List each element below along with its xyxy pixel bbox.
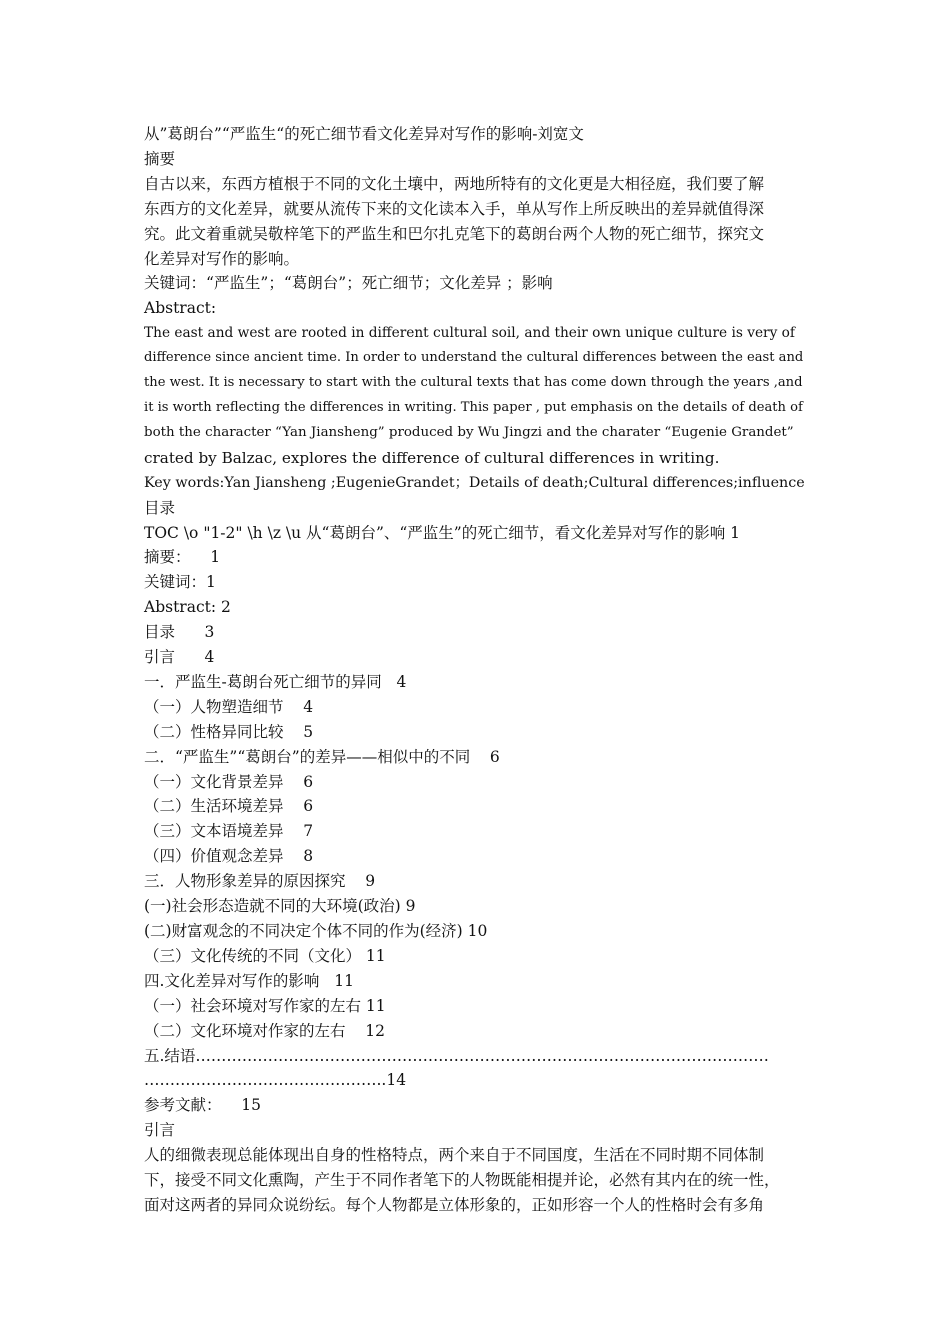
- toc-entry[interactable]: (一)社会形态造就不同的大环境(政治) 9: [144, 897, 416, 916]
- toc-entry[interactable]: （二）生活环境差异 6: [144, 797, 314, 816]
- toc-entry[interactable]: (二)财富观念的不同决定个体不同的作为(经济) 10: [144, 922, 488, 940]
- abstract-en-line: crated by Balzac, explores the difference of cultural differences in writing.: [144, 448, 720, 467]
- toc-entry-conclusion[interactable]: 五.结语…………………………………………………………………………………………………: [144, 1046, 769, 1065]
- abstract-cn: [144, 172, 806, 272]
- toc-entry[interactable]: 摘要： 1: [144, 548, 221, 567]
- toc-entry[interactable]: （四）价值观念差异 8: [144, 847, 314, 866]
- toc-entry[interactable]: 三．人物形象差异的原因探究 9: [144, 872, 376, 891]
- abstract-cn-line: 究。此文着重就吴敬梓笔下的严监生和巴尔扎克笔下的葛朗台两个人物的死亡细节，探究文: [144, 224, 765, 243]
- keywords-cn: 关键词：“严监生”；“葛朗台”；死亡细节；文化差异 ；影响: [144, 274, 553, 293]
- abstract-en-line: The east and west are rooted in different cultural soil, and their own unique culture is very of: [144, 325, 795, 342]
- toc-entry[interactable]: （一）人物塑造细节 4: [144, 697, 314, 716]
- toc-entry[interactable]: 一．严监生-葛朗台死亡细节的异同 4: [144, 672, 407, 691]
- abstract-cn-line: 自古以来，东西方植根于不同的文化土壤中，两地所特有的文化更是大相径庭，我们要了解: [144, 174, 765, 193]
- abstract-heading-en: Abstract:: [144, 299, 217, 318]
- toc-entry[interactable]: 二．“严监生”“葛朗台”的差异——相似中的不同 6: [144, 747, 500, 766]
- toc-entry[interactable]: 关键词：1: [144, 573, 216, 592]
- abstract-cn-line: 东西方的文化差异，就要从流传下来的文化读本入手，单从写作上所反映出的差异就值得深: [144, 199, 765, 218]
- intro-paragraph: [144, 1143, 806, 1218]
- toc-entry[interactable]: （三）文化传统的不同（文化） 11: [144, 946, 386, 965]
- intro-line: 面对这两者的异同众说纷纭。每个人物都是立体形象的，正如形容一个人的性格时会有多角: [144, 1195, 765, 1214]
- intro-heading: 引言: [144, 1121, 176, 1140]
- intro-line: 人的细微表现总能体现出自身的性格特点，两个来自于不同国度，生活在不同时期不同体制: [144, 1146, 765, 1165]
- toc-entry[interactable]: 四.文化差异对写作的影响 11: [144, 971, 354, 990]
- toc-entry[interactable]: （二）文化环境对作家的左右 12: [144, 1021, 385, 1040]
- abstract-en-line: difference since ancient time. In order to understand the cultural differences between the east and: [144, 350, 804, 366]
- document-title: 从”葛朗台”“严监生“的死亡细节看文化差异对写作的影响-刘宽文: [144, 125, 584, 143]
- toc-entry[interactable]: TOC \o "1-2" \h \z \u 从“葛朗台”、“严监生”的死亡细节，看文化差异对写作的影响 1: [144, 523, 741, 542]
- toc-entry[interactable]: （二）性格异同比较 5: [144, 722, 314, 741]
- toc-entry[interactable]: 引言 4: [144, 648, 215, 667]
- table-of-contents: [144, 521, 806, 1119]
- intro-line: 下，接受不同文化熏陶，产生于不同作者笔下的人物既能相提并论，必然有其内在的统一性，: [144, 1171, 780, 1190]
- toc-heading: 目录: [144, 498, 176, 517]
- abstract-cn-line: 化差异对写作的影响。: [144, 249, 300, 268]
- abstract-en-line: the west. It is necessary to start with the cultural texts that has come down through the years ,and: [144, 375, 803, 391]
- abstract-heading-cn: 摘要: [144, 149, 176, 168]
- abstract-en: [144, 321, 806, 470]
- toc-entry-conclusion-continued[interactable]: ………………………………………..14: [144, 1071, 407, 1090]
- document-body: [144, 122, 806, 1218]
- abstract-en-line: it is worth reflecting the differences in writing. This paper , put emphasis on the details of death of: [144, 399, 803, 415]
- toc-entry-references[interactable]: 参考文献： 15: [144, 1096, 261, 1115]
- abstract-en-line: both the character “Yan Jiansheng” produced by Wu Jingzi and the charater “Eugenie Grandet”: [144, 424, 794, 440]
- toc-entry[interactable]: （三）文本语境差异 7: [144, 822, 314, 841]
- toc-entry[interactable]: 目录 3: [144, 623, 215, 642]
- toc-entry[interactable]: （一）文化背景差异 6: [144, 772, 314, 791]
- toc-entry[interactable]: （一）社会环境对写作家的左右 11: [144, 996, 386, 1015]
- keywords-en: Key words:Yan Jiansheng ;EugenieGrandet；Details of death;Cultural differences;influence: [144, 474, 805, 491]
- toc-entry[interactable]: Abstract: 2: [144, 598, 231, 617]
